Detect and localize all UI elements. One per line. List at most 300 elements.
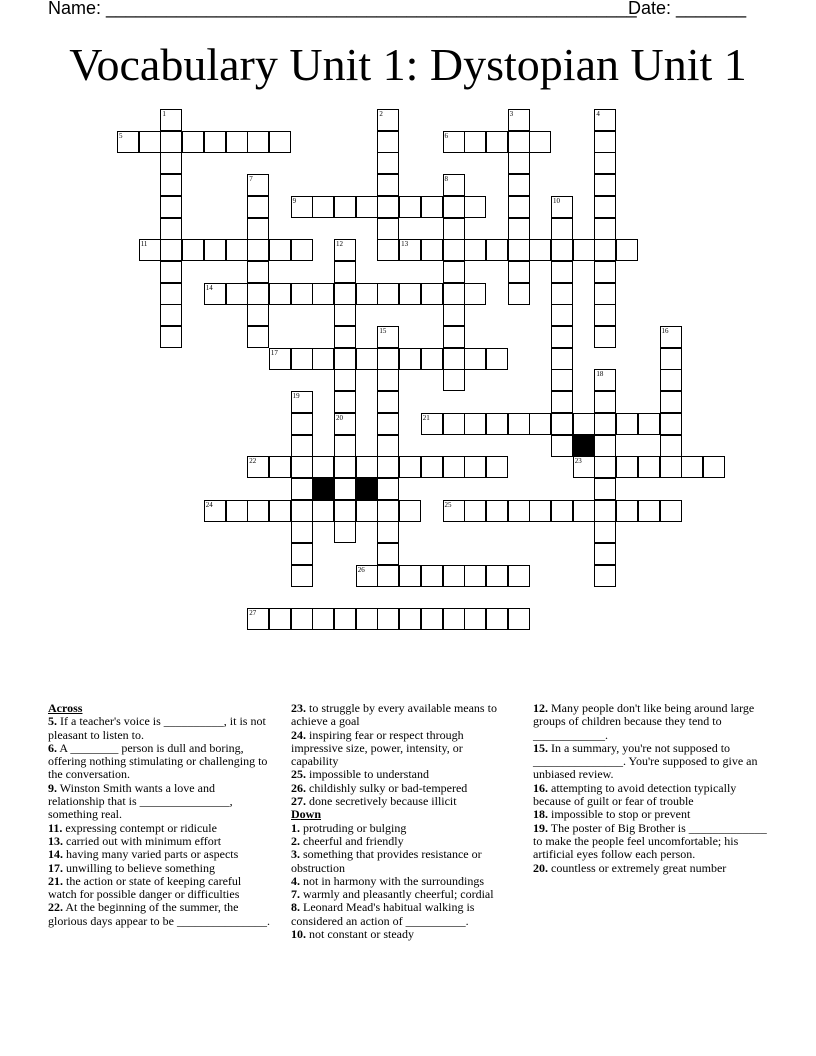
clue-text: not constant or steady xyxy=(306,927,414,942)
grid-cell[interactable] xyxy=(464,456,486,478)
grid-cell[interactable] xyxy=(551,435,573,457)
grid-cell[interactable] xyxy=(117,131,139,153)
grid-cell[interactable] xyxy=(377,196,399,218)
grid-cell[interactable] xyxy=(247,500,269,522)
clue-number-label: 20. xyxy=(533,860,548,875)
clue-text: countless or extremely great number xyxy=(548,860,727,875)
clue-number-label: 13. xyxy=(48,833,63,848)
grid-cell[interactable] xyxy=(443,283,465,305)
grid-cell[interactable] xyxy=(377,435,399,457)
grid-cell[interactable] xyxy=(160,152,182,174)
clue-text: At the beginning of the summer, the glorious days appear to be _______________. xyxy=(48,900,270,928)
grid-cell[interactable] xyxy=(464,500,486,522)
grid-cell[interactable] xyxy=(529,131,551,153)
grid-cell[interactable] xyxy=(486,413,508,435)
grid-cell[interactable] xyxy=(334,304,356,326)
grid-cell[interactable] xyxy=(551,369,573,391)
grid-cell[interactable] xyxy=(573,456,595,478)
grid-cell[interactable] xyxy=(377,413,399,435)
clue-number: 27 xyxy=(249,609,257,618)
grid-cell[interactable] xyxy=(594,196,616,218)
clue-text: to struggle by every available means to achieve a goal xyxy=(291,701,497,729)
grid-cell[interactable] xyxy=(551,304,573,326)
grid-cell[interactable] xyxy=(291,413,313,435)
grid-cell[interactable] xyxy=(399,283,421,305)
clue-number: 26 xyxy=(357,565,365,574)
grid-cell[interactable] xyxy=(486,608,508,630)
clue-text: unwilling to believe something xyxy=(63,860,215,875)
grid-cell[interactable] xyxy=(660,456,682,478)
grid-cell[interactable] xyxy=(551,196,573,218)
clue-text: something that provides resistance or obstruction xyxy=(291,847,482,875)
grid-cell[interactable] xyxy=(464,196,486,218)
clue-number: 19 xyxy=(292,392,300,401)
grid-cell[interactable] xyxy=(312,456,334,478)
grid-cell[interactable] xyxy=(508,152,530,174)
grid-cell[interactable] xyxy=(551,500,573,522)
grid-cell[interactable] xyxy=(356,348,378,370)
grid-cell[interactable] xyxy=(551,391,573,413)
grid-cell[interactable] xyxy=(269,131,291,153)
grid-cell[interactable] xyxy=(551,261,573,283)
grid-cell[interactable] xyxy=(638,456,660,478)
across-heading: Across xyxy=(48,701,83,715)
grid-cell[interactable] xyxy=(551,348,573,370)
grid-cell[interactable] xyxy=(421,456,443,478)
grid-cell[interactable] xyxy=(334,435,356,457)
grid-cell[interactable] xyxy=(226,131,248,153)
down-heading: Down xyxy=(291,807,322,822)
clue-number-label: 25. xyxy=(291,767,306,782)
grid-cell[interactable] xyxy=(291,543,313,565)
grid-cell[interactable] xyxy=(399,239,421,261)
clue-number-label: 19. xyxy=(533,820,548,835)
clue-number: 10 xyxy=(553,196,560,205)
grid-cell[interactable] xyxy=(594,521,616,543)
grid-cell[interactable] xyxy=(660,435,682,457)
grid-cell[interactable] xyxy=(508,196,530,218)
grid-cell[interactable] xyxy=(291,521,313,543)
grid-cell[interactable] xyxy=(594,261,616,283)
grid-cell[interactable] xyxy=(464,131,486,153)
grid-cell[interactable] xyxy=(464,565,486,587)
clue-number: 8 xyxy=(444,175,448,184)
clue-text: warmly and pleasantly cheerful; cordial xyxy=(300,887,494,902)
grid-cell[interactable] xyxy=(660,500,682,522)
grid-cell[interactable] xyxy=(573,413,595,435)
grid-cell[interactable] xyxy=(334,369,356,391)
grid-cell[interactable] xyxy=(291,435,313,457)
grid-cell[interactable] xyxy=(443,369,465,391)
grid-cell[interactable] xyxy=(594,500,616,522)
clue-number: 2 xyxy=(379,110,383,118)
grid-cell[interactable] xyxy=(334,196,356,218)
grid-cell[interactable] xyxy=(247,239,269,261)
grid-cell[interactable] xyxy=(594,304,616,326)
grid-cell[interactable] xyxy=(616,239,638,261)
grid-cell[interactable] xyxy=(291,500,313,522)
grid-cell[interactable] xyxy=(377,369,399,391)
grid-cell[interactable] xyxy=(312,283,334,305)
grid-cell[interactable] xyxy=(399,196,421,218)
grid-cell[interactable] xyxy=(377,456,399,478)
clues-column-3 xyxy=(533,702,769,875)
grid-cell[interactable] xyxy=(312,196,334,218)
grid-cell[interactable] xyxy=(421,608,443,630)
grid-cell[interactable] xyxy=(594,435,616,457)
clue-item xyxy=(533,862,769,875)
grid-cell[interactable] xyxy=(529,239,551,261)
clue-item xyxy=(291,888,513,901)
grid-cell[interactable] xyxy=(291,348,313,370)
clue-text: cheerful and friendly xyxy=(300,833,404,848)
grid-cell[interactable] xyxy=(204,131,226,153)
grid-cell[interactable] xyxy=(269,608,291,630)
grid-cell[interactable] xyxy=(334,348,356,370)
grid-cell[interactable] xyxy=(377,391,399,413)
clue-item xyxy=(291,795,513,808)
grid-cell[interactable] xyxy=(421,239,443,261)
grid-cell[interactable] xyxy=(464,283,486,305)
grid-cell[interactable] xyxy=(681,456,703,478)
clue-item xyxy=(48,822,270,835)
grid-cell[interactable] xyxy=(139,239,161,261)
grid-cell[interactable] xyxy=(160,131,182,153)
grid-cell[interactable] xyxy=(443,348,465,370)
grid-cell[interactable] xyxy=(247,283,269,305)
grid-cell[interactable] xyxy=(334,456,356,478)
grid-cell-black xyxy=(573,435,595,457)
grid-cell[interactable] xyxy=(399,348,421,370)
grid-cell[interactable] xyxy=(160,109,182,131)
grid-cell[interactable] xyxy=(377,608,399,630)
grid-cell[interactable] xyxy=(247,261,269,283)
clue-text: attempting to avoid detection typically because of guilt or fear of trouble xyxy=(533,780,737,809)
grid-cell[interactable] xyxy=(182,131,204,153)
clue-text: In a summary, you're not supposed to _______________. You're supposed to give an unbiased review. xyxy=(533,740,758,782)
clue-item xyxy=(291,768,513,781)
grid-cell[interactable] xyxy=(312,500,334,522)
grid-cell[interactable] xyxy=(334,239,356,261)
grid-cell[interactable] xyxy=(443,261,465,283)
grid-cell[interactable] xyxy=(660,326,682,348)
grid-cell[interactable] xyxy=(464,608,486,630)
grid-cell[interactable] xyxy=(377,239,399,261)
grid-cell[interactable] xyxy=(464,413,486,435)
grid-cell[interactable] xyxy=(291,391,313,413)
grid-cell[interactable] xyxy=(508,109,530,131)
grid-cell[interactable] xyxy=(486,348,508,370)
clue-number-label: 9. xyxy=(48,780,57,795)
grid-cell[interactable] xyxy=(334,521,356,543)
grid-cell[interactable] xyxy=(594,456,616,478)
grid-cell[interactable] xyxy=(226,239,248,261)
grid-cell[interactable] xyxy=(594,543,616,565)
grid-cell[interactable] xyxy=(660,348,682,370)
clue-text: protruding or bulging xyxy=(300,820,407,835)
grid-cell[interactable] xyxy=(443,174,465,196)
grid-cell[interactable] xyxy=(356,283,378,305)
grid-cell[interactable] xyxy=(377,131,399,153)
grid-cell[interactable] xyxy=(443,196,465,218)
clue-number-label: 2. xyxy=(291,833,300,848)
grid-cell[interactable] xyxy=(594,478,616,500)
grid-cell[interactable] xyxy=(638,500,660,522)
grid-cell[interactable] xyxy=(508,413,530,435)
grid-cell[interactable] xyxy=(226,500,248,522)
clue-item xyxy=(533,822,769,862)
grid-cell[interactable] xyxy=(443,239,465,261)
grid-cell[interactable] xyxy=(291,456,313,478)
grid-cell[interactable] xyxy=(443,565,465,587)
clue-number-label: 11. xyxy=(48,820,63,835)
grid-cell[interactable] xyxy=(508,283,530,305)
grid-cell[interactable] xyxy=(486,500,508,522)
grid-cell[interactable] xyxy=(226,283,248,305)
grid-cell[interactable] xyxy=(160,196,182,218)
grid-cell[interactable] xyxy=(204,283,226,305)
grid-cell[interactable] xyxy=(551,239,573,261)
grid-cell[interactable] xyxy=(377,500,399,522)
clue-number: 24 xyxy=(205,500,213,509)
clue-number-label: 4. xyxy=(291,873,300,888)
grid-cell[interactable] xyxy=(573,500,595,522)
grid-cell-black xyxy=(312,478,334,500)
grid-cell[interactable] xyxy=(247,304,269,326)
grid-cell[interactable] xyxy=(443,456,465,478)
clue-number: 17 xyxy=(270,348,278,357)
clue-number: 13 xyxy=(401,240,409,249)
grid-cell[interactable] xyxy=(377,283,399,305)
grid-cell[interactable] xyxy=(508,239,530,261)
grid-cell[interactable] xyxy=(464,348,486,370)
grid-cell[interactable] xyxy=(486,456,508,478)
grid-cell[interactable] xyxy=(443,326,465,348)
grid-cell[interactable] xyxy=(443,500,465,522)
grid-cell[interactable] xyxy=(160,283,182,305)
grid-cell[interactable] xyxy=(247,131,269,153)
grid-cell[interactable] xyxy=(421,196,443,218)
clue-item xyxy=(48,835,270,848)
grid-cell[interactable] xyxy=(421,348,443,370)
grid-cell[interactable] xyxy=(399,500,421,522)
clue-text: expressing contempt or ridicule xyxy=(62,820,217,835)
grid-cell[interactable] xyxy=(660,369,682,391)
grid-cell[interactable] xyxy=(160,239,182,261)
grid-cell[interactable] xyxy=(594,283,616,305)
grid-cell[interactable] xyxy=(204,239,226,261)
grid-cell[interactable] xyxy=(160,261,182,283)
grid-cell[interactable] xyxy=(377,174,399,196)
grid-cell[interactable] xyxy=(334,261,356,283)
grid-cell[interactable] xyxy=(247,326,269,348)
grid-cell[interactable] xyxy=(703,456,725,478)
grid-cell[interactable] xyxy=(616,456,638,478)
grid-cell[interactable] xyxy=(291,478,313,500)
grid-cell[interactable] xyxy=(269,500,291,522)
grid-cell[interactable] xyxy=(508,608,530,630)
grid-cell[interactable] xyxy=(291,283,313,305)
grid-cell[interactable] xyxy=(247,218,269,240)
grid-cell[interactable] xyxy=(464,239,486,261)
grid-cell[interactable] xyxy=(334,326,356,348)
grid-cell[interactable] xyxy=(443,413,465,435)
grid-cell[interactable] xyxy=(269,239,291,261)
grid-cell[interactable] xyxy=(356,565,378,587)
grid-cell[interactable] xyxy=(182,239,204,261)
grid-cell[interactable] xyxy=(269,348,291,370)
grid-cell[interactable] xyxy=(594,239,616,261)
clue-number-label: 18. xyxy=(533,807,548,822)
grid-cell[interactable] xyxy=(312,608,334,630)
grid-cell[interactable] xyxy=(334,478,356,500)
clue-item xyxy=(48,742,270,782)
grid-cell[interactable] xyxy=(356,500,378,522)
clue-number-label: 14. xyxy=(48,847,63,862)
grid-cell[interactable] xyxy=(508,174,530,196)
clue-number-label: 16. xyxy=(533,780,548,795)
clue-number: 7 xyxy=(249,175,253,184)
grid-cell[interactable] xyxy=(594,218,616,240)
grid-cell[interactable] xyxy=(291,239,313,261)
grid-cell[interactable] xyxy=(291,196,313,218)
grid-cell[interactable] xyxy=(334,391,356,413)
grid-cell[interactable] xyxy=(334,500,356,522)
clue-number: 20 xyxy=(336,413,343,422)
grid-cell[interactable] xyxy=(508,565,530,587)
grid-cell[interactable] xyxy=(247,196,269,218)
grid-cell[interactable] xyxy=(594,152,616,174)
grid-cell[interactable] xyxy=(247,608,269,630)
grid-cell[interactable] xyxy=(594,326,616,348)
grid-cell[interactable] xyxy=(616,500,638,522)
clue-item xyxy=(291,848,513,875)
clues-column-2 xyxy=(291,702,513,941)
grid-cell[interactable] xyxy=(334,608,356,630)
grid-cell[interactable] xyxy=(486,239,508,261)
date-field-label: Date: _______ xyxy=(628,0,747,18)
clue-number-label: 1. xyxy=(291,820,300,835)
grid-cell[interactable] xyxy=(660,413,682,435)
grid-cell[interactable] xyxy=(594,391,616,413)
grid-cell[interactable] xyxy=(594,369,616,391)
grid-cell[interactable] xyxy=(399,608,421,630)
grid-cell[interactable] xyxy=(377,478,399,500)
grid-cell[interactable] xyxy=(594,131,616,153)
clue-number: 23 xyxy=(574,457,582,466)
grid-cell[interactable] xyxy=(399,456,421,478)
clue-number-label: 22. xyxy=(48,900,63,915)
grid-cell[interactable] xyxy=(443,608,465,630)
grid-cell[interactable] xyxy=(334,413,356,435)
grid-cell[interactable] xyxy=(160,304,182,326)
grid-cell[interactable] xyxy=(443,218,465,240)
grid-cell[interactable] xyxy=(508,500,530,522)
grid-cell[interactable] xyxy=(508,261,530,283)
grid-cell[interactable] xyxy=(247,174,269,196)
clue-text: impossible to understand xyxy=(306,767,429,782)
clue-number: 1 xyxy=(162,110,166,118)
grid-cell[interactable] xyxy=(312,348,334,370)
grid-cell[interactable] xyxy=(247,456,269,478)
grid-cell[interactable] xyxy=(377,348,399,370)
grid-cell[interactable] xyxy=(573,239,595,261)
grid-cell[interactable] xyxy=(421,413,443,435)
grid-cell[interactable] xyxy=(291,608,313,630)
grid-cell[interactable] xyxy=(529,413,551,435)
grid-cell[interactable] xyxy=(638,413,660,435)
grid-cell[interactable] xyxy=(160,326,182,348)
clue-number-label: 21. xyxy=(48,873,63,888)
grid-cell[interactable] xyxy=(139,131,161,153)
grid-cell[interactable] xyxy=(377,565,399,587)
clue-number: 14 xyxy=(205,283,213,292)
clue-text: inspiring fear or respect through impressive size, power, intensity, or capability xyxy=(291,727,464,769)
grid-cell[interactable] xyxy=(529,500,551,522)
grid-cell[interactable] xyxy=(399,565,421,587)
grid-cell[interactable] xyxy=(269,456,291,478)
clue-item xyxy=(48,862,270,875)
grid-cell[interactable] xyxy=(356,608,378,630)
grid-cell[interactable] xyxy=(594,565,616,587)
grid-cell[interactable] xyxy=(160,218,182,240)
clue-number-label: 27. xyxy=(291,794,306,809)
grid-cell[interactable] xyxy=(443,131,465,153)
clue-number: 25 xyxy=(444,500,452,509)
grid-cell[interactable] xyxy=(377,521,399,543)
grid-cell[interactable] xyxy=(443,304,465,326)
grid-cell[interactable] xyxy=(377,152,399,174)
grid-cell[interactable] xyxy=(551,283,573,305)
clue-text: having many varied parts or aspects xyxy=(63,847,239,862)
grid-cell[interactable] xyxy=(551,413,573,435)
clue-text: A ________ person is dull and boring, offering nothing stimulating or challenging to the conversation. xyxy=(48,740,268,782)
grid-cell[interactable] xyxy=(377,543,399,565)
grid-cell[interactable] xyxy=(356,456,378,478)
grid-cell[interactable] xyxy=(486,565,508,587)
grid-cell[interactable] xyxy=(660,391,682,413)
clue-text: not in harmony with the surroundings xyxy=(300,873,484,888)
clue-number: 12 xyxy=(336,240,343,249)
grid-cell[interactable] xyxy=(594,109,616,131)
grid-cell[interactable] xyxy=(616,413,638,435)
grid-cell[interactable] xyxy=(204,500,226,522)
clue-item xyxy=(48,901,270,928)
clue-number-label: 23. xyxy=(291,701,306,715)
clue-item xyxy=(291,702,513,729)
grid-cell[interactable] xyxy=(334,283,356,305)
grid-cell[interactable] xyxy=(551,218,573,240)
grid-cell[interactable] xyxy=(377,326,399,348)
clue-item xyxy=(291,782,513,795)
grid-cell[interactable] xyxy=(421,283,443,305)
grid-cell[interactable] xyxy=(421,565,443,587)
grid-cell[interactable] xyxy=(551,326,573,348)
clue-number-label: 26. xyxy=(291,780,306,795)
clue-item xyxy=(533,702,769,742)
grid-cell[interactable] xyxy=(594,174,616,196)
grid-cell[interactable] xyxy=(508,218,530,240)
grid-cell[interactable] xyxy=(486,131,508,153)
grid-cell[interactable] xyxy=(291,565,313,587)
grid-cell[interactable] xyxy=(356,196,378,218)
grid-cell[interactable] xyxy=(508,131,530,153)
grid-cell[interactable] xyxy=(269,283,291,305)
grid-cell[interactable] xyxy=(377,109,399,131)
grid-cell[interactable] xyxy=(377,218,399,240)
grid-cell[interactable] xyxy=(160,174,182,196)
grid-cell[interactable] xyxy=(594,413,616,435)
